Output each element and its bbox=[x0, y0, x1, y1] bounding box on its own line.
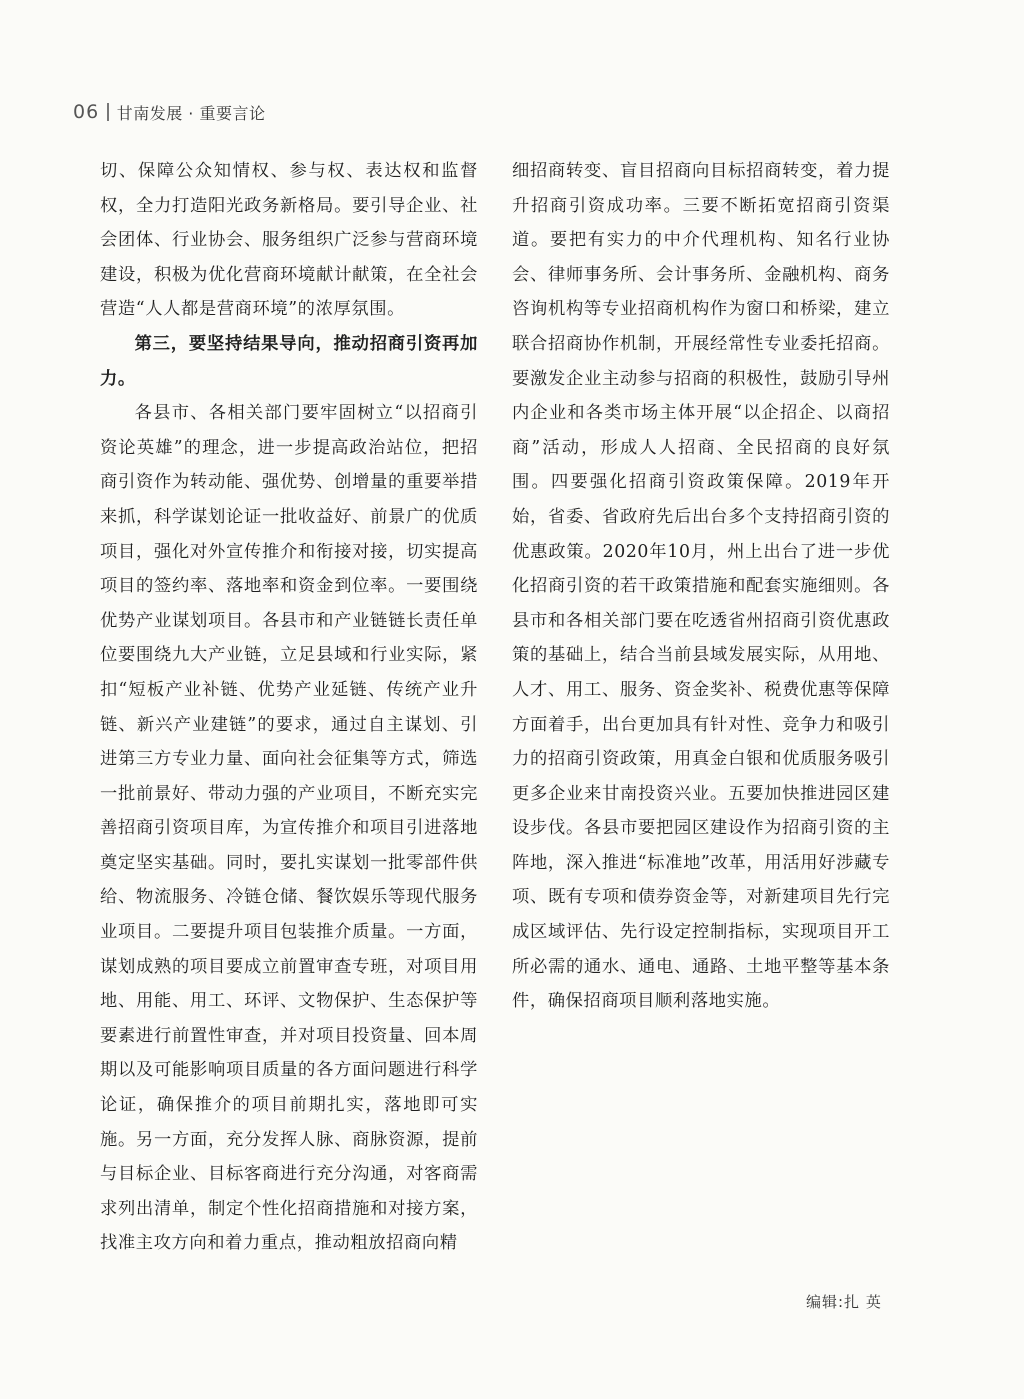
running-header bbox=[73, 99, 265, 125]
paragraph-continued: 细招商转变、盲目招商向目标招商转变，着力提升招商引资成功率。三要不断拓宽招商引资渠道。要把有实力的中介代理机构、知名行业协会、律师事务所、会计事务所、金融机构、商务咨询机构等专业招商机构作为窗口和桥梁，建立联合招商协作机制，开展经常性专业委托招商。要激发企业主动参与招商的积极性，鼓励引导州内企业和各类市场主体开展“以企招企、以商招商”活动，形成人人招商、全民招商的良好氛围。四要强化招商引资政策保障。2019年开始，省委、省政府先后出台多个支持招商引资的优惠政策。2020年10月，州上出台了进一步优化招商引资的若干政策措施和配套实施细则。各县市和各相关部门要在吃透省州招商引资优惠政策的基础上，结合当前县域发展实际，从用地、人才、用工、服务、资金奖补、税费优惠等保障方面着手，出台更加具有针对性、竞争力和吸引力的招商引资政策，用真金白银和优质服务吸引更多企业来甘南投资兴业。五要加快推进园区建设步伐。各县市要把园区建设作为招商引资的主阵地，深入推进“标准地”改革，用活用好涉藏专项、既有专项和债券资金等，对新建项目先行完成区域评估、先行设定控制指标，实现项目开工所必需的通水、通电、通路、土地平整等基本条件，确保招商项目顺利落地实施。 bbox=[512, 161, 890, 1012]
section-heading: 第三，要坚持结果导向，推动招商引资再加力。 bbox=[100, 333, 478, 389]
editor-credit: 编辑:扎 英 bbox=[806, 1293, 882, 1311]
page-number: 06 bbox=[73, 101, 100, 123]
paragraph-continued: 切、保障公众知情权、参与权、表达权和监督权，全力打造阳光政务新格局。要引导企业、社会团体、行业协会、服务组织广泛参与营商环境建设，积极为优化营商环境献计献策，在全社会营造“人人都是营商环境”的浓厚氛围。 bbox=[100, 161, 478, 320]
right-column bbox=[512, 154, 890, 1019]
header-divider bbox=[107, 103, 109, 121]
paragraph: 各县市、各相关部门要牢固树立“以招商引资论英雄”的理念，进一步提高政治站位，把招商引资作为转动能、强优势、创增量的重要举措来抓，科学谋划论证一批收益好、前景广的优质项目，强化对外宣传推介和衔接对接，切实提高项目的签约率、落地率和资金到位率。一要围绕优势产业谋划项目。各县市和产业链链长责任单位要围绕九大产业链，立足县域和行业实际，紧扣“短板产业补链、优势产业延链、传统产业升链、新兴产业建链”的要求，通过自主谋划、引进第三方专业力量、面向社会征集等方式，筛选一批前景好、带动力强的产业项目，不断充实完善招商引资项目库，为宣传推介和项目引进落地奠定坚实基础。同时，要扎实谋划一批零部件供给、物流服务、冷链仓储、餐饮娱乐等现代服务业项目。二要提升项目包装推介质量。一方面，谋划成熟的项目要成立前置审查专班，对项目用地、用能、用工、环评、文物保护、生态保护等要素进行前置性审查，并对项目投资量、回本周期以及可能影响项目质量的各方面问题进行科学论证，确保推介的项目前期扎实，落地即可实施。另一方面，充分发挥人脉、商脉资源，提前与目标企业、目标客商进行充分沟通，对客商需求列出清单，制定个性化招商措施和对接方案，找准主攻方向和着力重点，推动粗放招商向精 bbox=[100, 403, 478, 1254]
left-column bbox=[100, 154, 478, 1261]
section-title: 甘南发展 · 重要言论 bbox=[116, 103, 266, 123]
